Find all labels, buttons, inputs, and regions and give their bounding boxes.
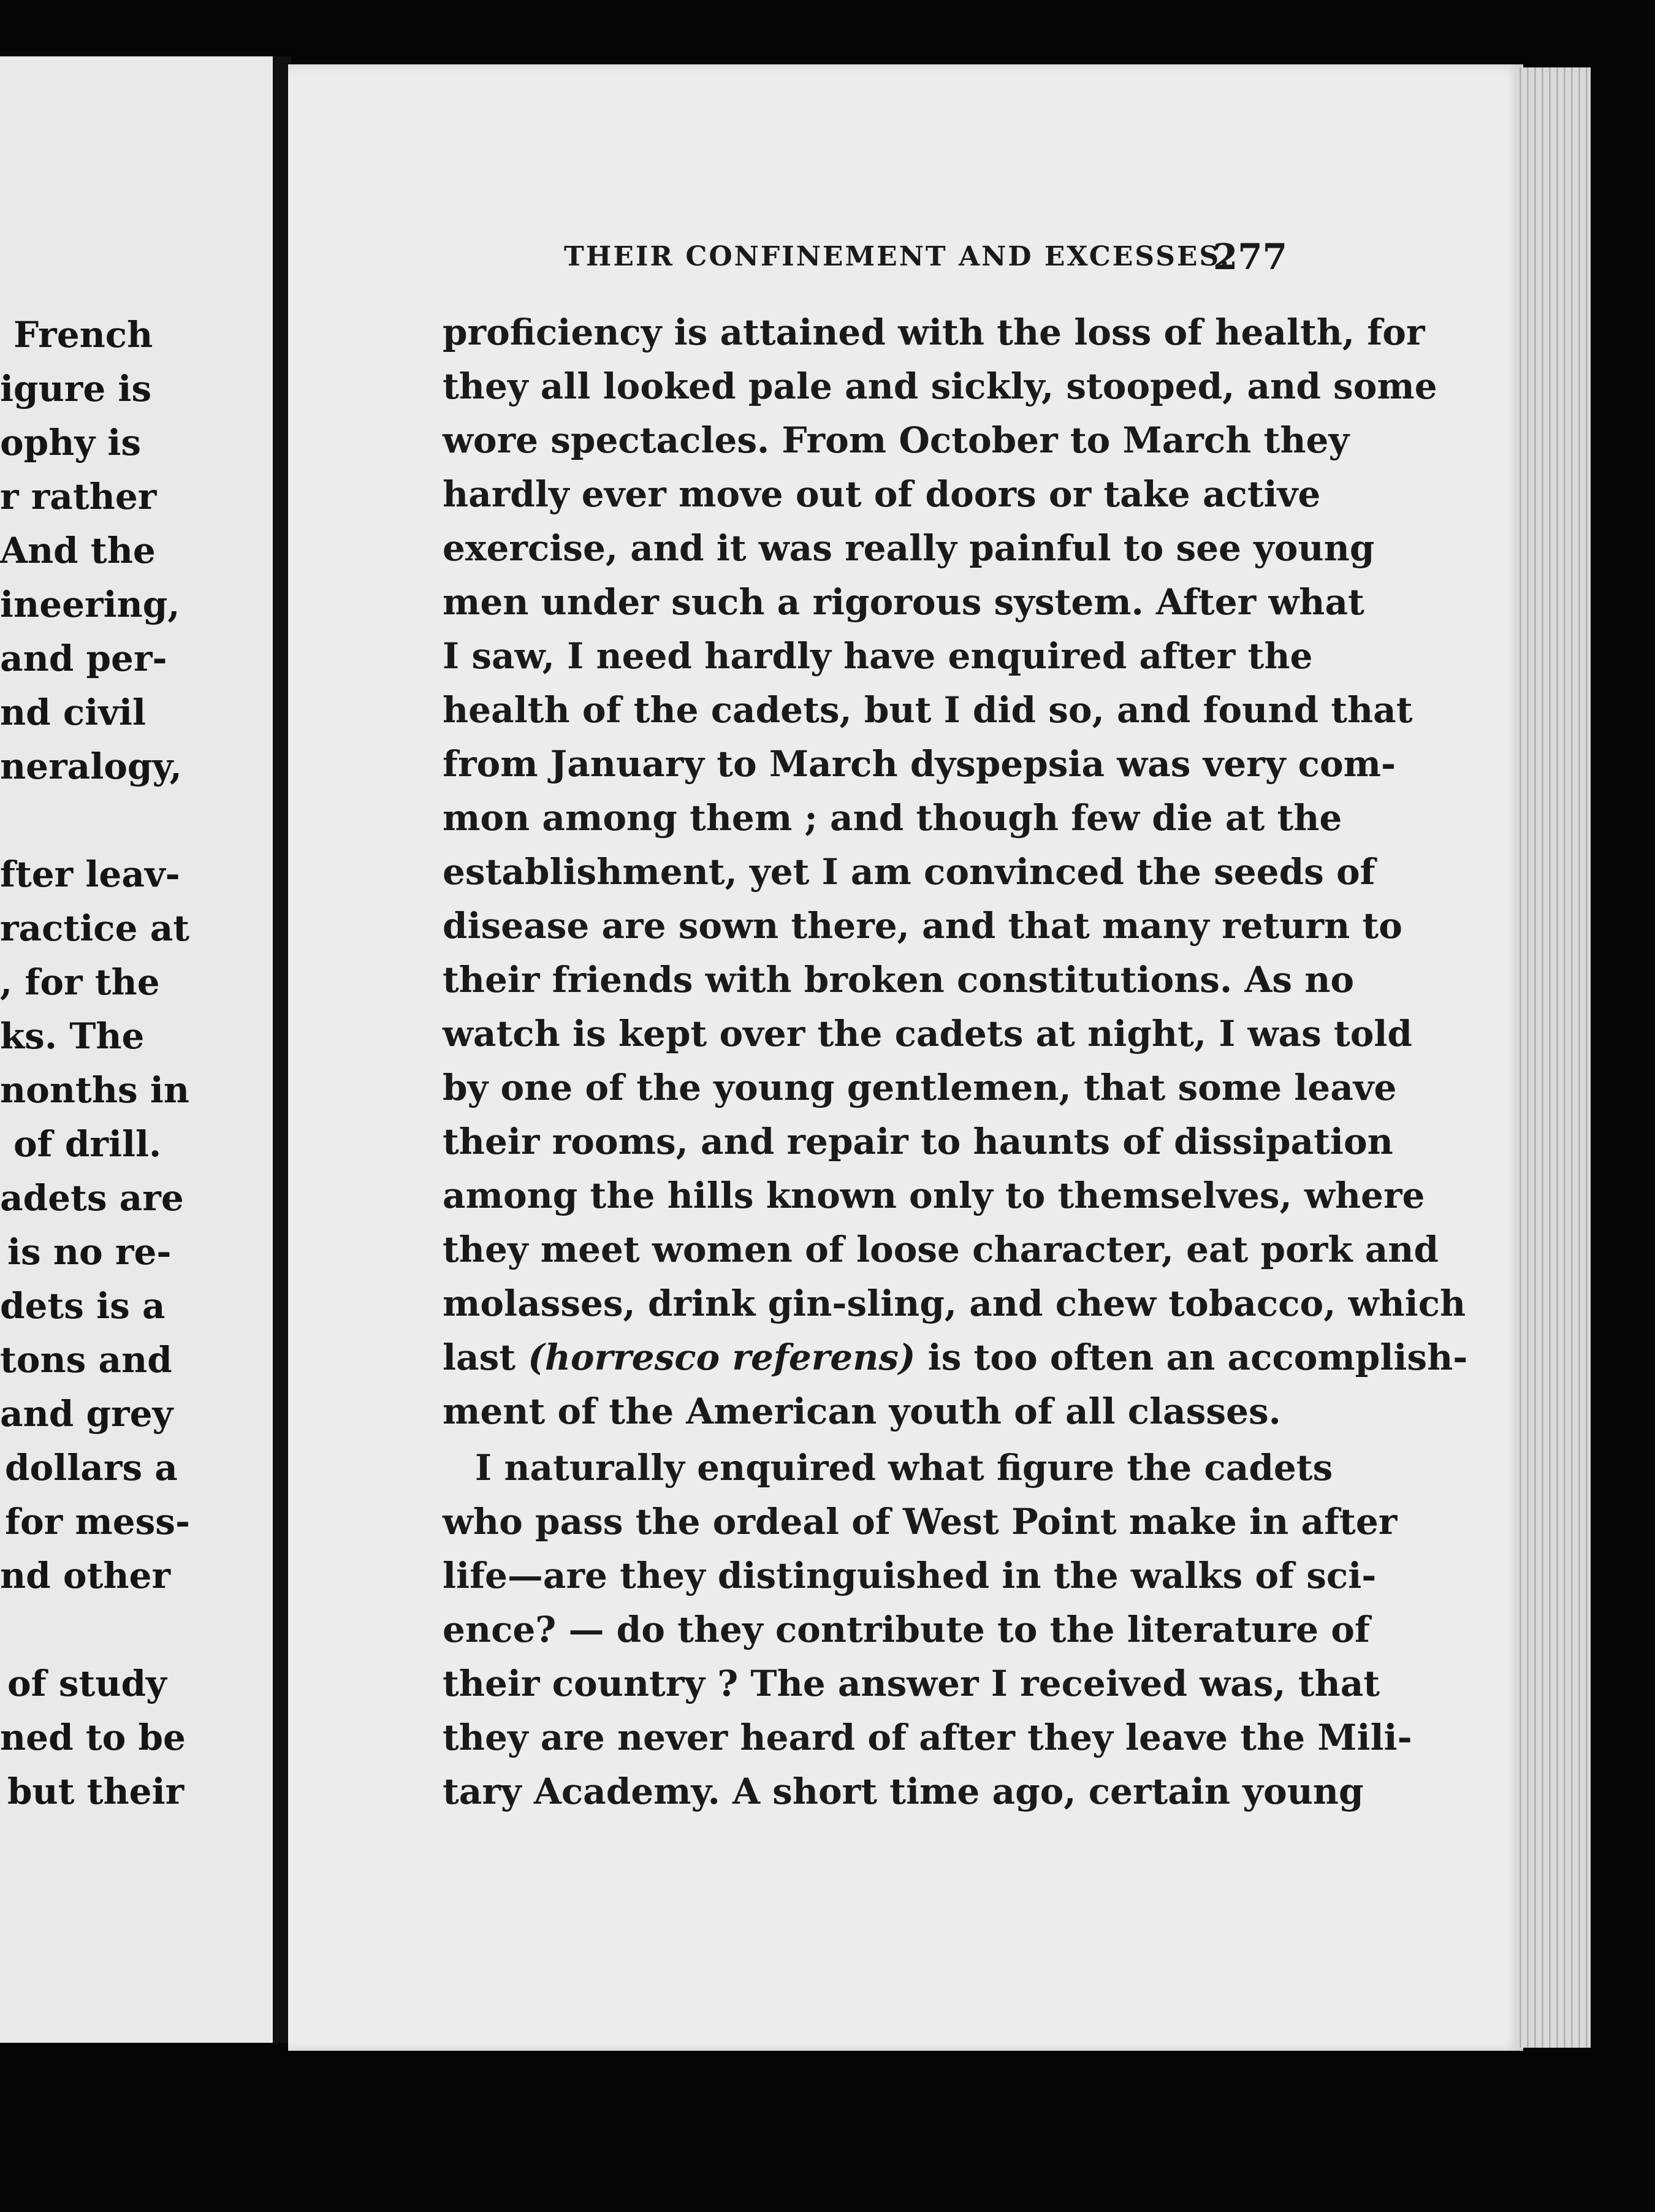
left-page-line: ineering, (0, 584, 180, 625)
text-line: establishment, yet I am convinced the seeds of (443, 851, 1375, 893)
text-line: tary Academy. A short time ago, certain young (443, 1771, 1364, 1812)
text-line: molasses, drink gin-sling, and chew tobacco, which (443, 1283, 1466, 1324)
text-line: I saw, I need hardly have enquired after the (443, 635, 1313, 677)
text-line: they meet women of loose character, eat pork and (443, 1229, 1439, 1270)
text-line: by one of the young gentlemen, that some leave (443, 1067, 1397, 1108)
text-span: last (443, 1337, 528, 1378)
text-line: hardly ever move out of doors or take active (443, 473, 1321, 515)
left-page-line: igure is (0, 368, 152, 410)
left-page-line: ractice at (0, 907, 190, 949)
text-line: watch is kept over the cadets at night, I was told (443, 1013, 1412, 1055)
left-page-line: but their (7, 1771, 185, 1812)
left-page-line: is no re- (7, 1231, 172, 1273)
text-line: who pass the ordeal of West Point make in after (443, 1501, 1398, 1543)
text-line: health of the cadets, but I did so, and found that (443, 689, 1413, 731)
left-page-line: of study (7, 1663, 167, 1704)
left-page-line: French (13, 314, 153, 356)
text-line: ence? — do they contribute to the literature of (443, 1609, 1370, 1650)
text-line-italic (443, 1330, 1468, 1384)
left-page-line: nd civil (0, 692, 146, 733)
left-page-line: ks. The (0, 1015, 145, 1057)
left-facing-page (0, 56, 273, 2043)
left-page-line: nonths in (0, 1069, 190, 1111)
left-page-line: ned to be (0, 1717, 186, 1758)
left-page-line: nd other (0, 1555, 171, 1596)
text-line: men under such a rigorous system. After what (443, 581, 1364, 623)
left-page-line: adets are (0, 1177, 184, 1219)
text-line: exercise, and it was really painful to see young (443, 527, 1375, 569)
page-number: 277 (1212, 236, 1287, 278)
running-title: THEIR CONFINEMENT AND EXCESSES. (564, 241, 1231, 272)
text-span: is too often an accomplish- (915, 1337, 1468, 1378)
text-line: disease are sown there, and that many return to (443, 905, 1402, 947)
left-page-line: of drill. (13, 1123, 162, 1165)
text-line: proficiency is attained with the loss of health, for (443, 311, 1425, 353)
text-line: their rooms, and repair to haunts of dissipation (443, 1121, 1393, 1162)
text-line: life—are they distinguished in the walks of sci- (443, 1555, 1377, 1596)
left-page-line: neralogy, (0, 746, 182, 787)
page-edges (1514, 67, 1591, 2048)
text-line: ment of the American youth of all classes. (443, 1390, 1281, 1432)
left-page-line: r rather (0, 476, 157, 517)
page-header (564, 236, 1287, 279)
text-line: from January to March dyspepsia was very com- (443, 743, 1396, 785)
text-line: wore spectacles. From October to March they (443, 419, 1350, 461)
text-line: they all looked pale and sickly, stooped, and some (443, 365, 1437, 407)
left-page-line: tons and (0, 1339, 172, 1381)
left-page-line: , for the (0, 961, 160, 1003)
left-page-line: dollars a (5, 1447, 178, 1489)
left-page-line: and grey (0, 1393, 173, 1435)
text-line: among the hills known only to themselves, where (443, 1175, 1425, 1216)
paragraph-first-line: I naturally enquired what figure the cadets (475, 1447, 1333, 1489)
left-page-line: fter leav- (0, 853, 180, 895)
italic-phrase: (horresco referens) (528, 1337, 916, 1378)
left-page-line: ophy is (0, 422, 141, 463)
text-line: their friends with broken constitutions. As no (443, 959, 1355, 1001)
text-line: their country ? The answer I received was, that (443, 1663, 1380, 1704)
text-line: mon among them ; and though few die at the (443, 797, 1342, 839)
left-page-line: dets is a (0, 1285, 166, 1327)
left-page-line: and per- (0, 638, 167, 679)
left-page-line: And the (0, 530, 156, 571)
text-line: they are never heard of after they leave the Mili- (443, 1717, 1412, 1758)
left-page-line: for mess- (5, 1501, 191, 1543)
